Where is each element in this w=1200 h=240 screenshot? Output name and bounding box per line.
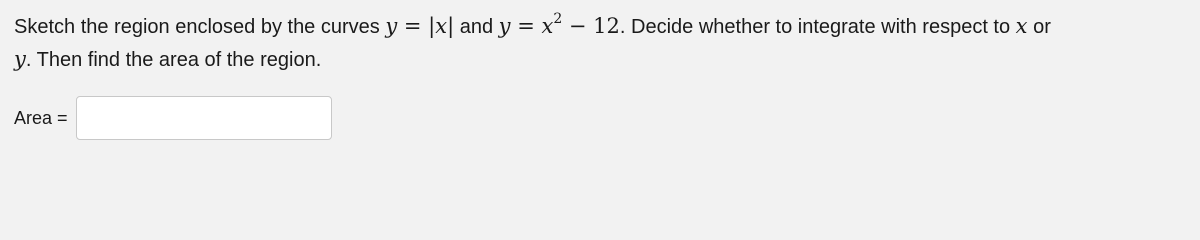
variable-y: y <box>14 47 26 71</box>
problem-text-intro: Sketch the region enclosed by the curves <box>14 16 386 38</box>
problem-text-decide: . Decide whether to integrate with respect to <box>619 16 1016 38</box>
curve-1-equation: y = |x| <box>385 14 455 38</box>
variable-x: x <box>1015 14 1028 38</box>
problem-text-or: or <box>1027 16 1051 38</box>
area-input[interactable] <box>76 96 332 140</box>
problem-statement <box>14 10 1194 76</box>
problem-text-find-area: . Then find the area of the region. <box>25 49 322 71</box>
answer-row <box>14 96 332 140</box>
problem-text-and: and <box>454 16 499 38</box>
curve-2-equation: $y = x^2 - 12$ <box>498 11 620 38</box>
area-label: Area = <box>14 107 68 128</box>
